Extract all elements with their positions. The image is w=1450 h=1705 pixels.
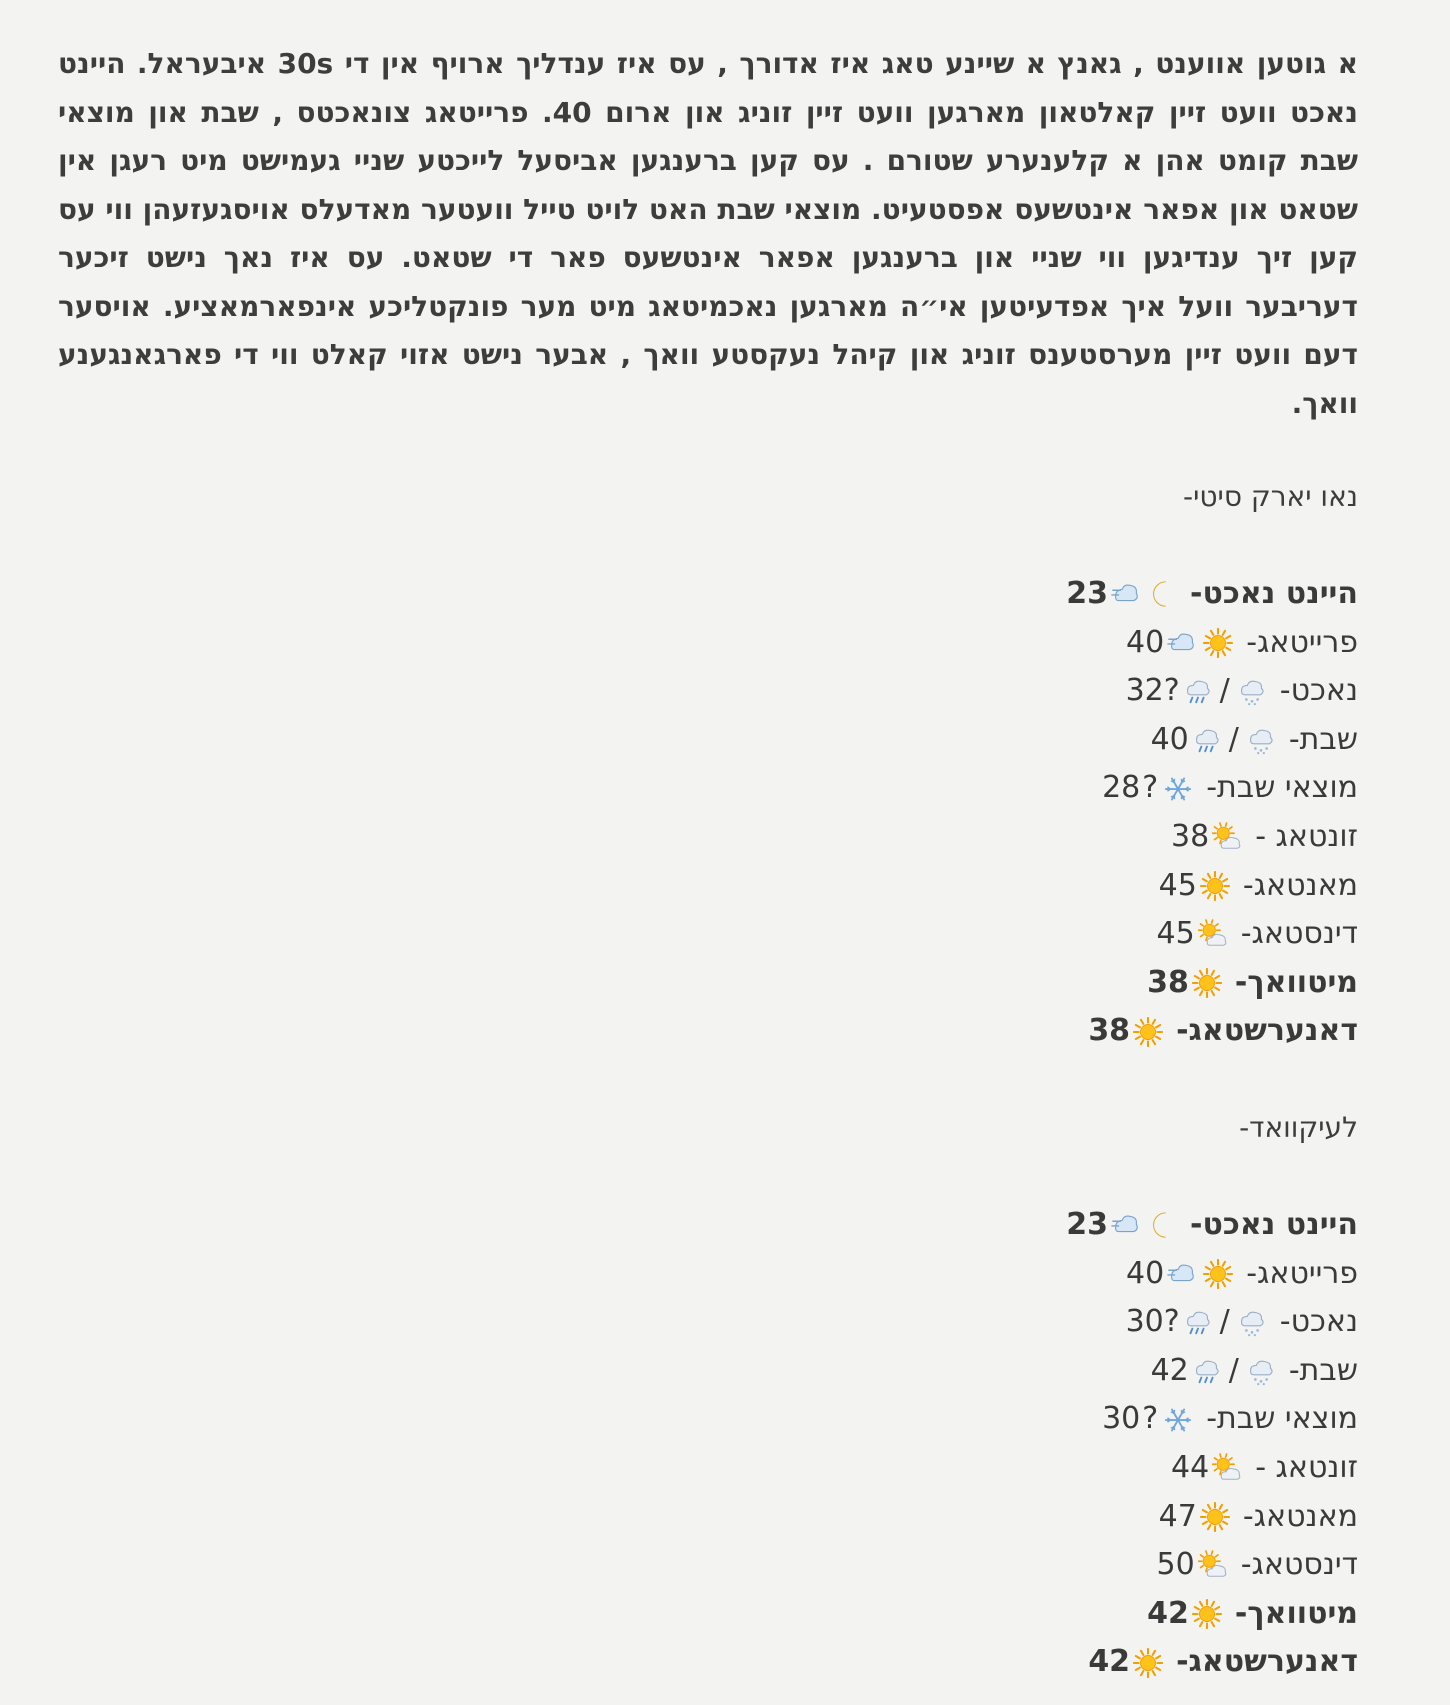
- temperature-value: 50: [1156, 1547, 1195, 1583]
- day-label: דאנערשטאג-: [1176, 1013, 1358, 1049]
- forecast-row: [1066, 716, 1358, 765]
- temperature-value: 32?: [1125, 673, 1180, 709]
- day-label: מיטוואך-: [1234, 964, 1358, 1000]
- temperature-value: 28: [1102, 770, 1141, 806]
- temperature-value: 38: [1088, 1013, 1131, 1049]
- wind-icon: [1167, 1259, 1197, 1289]
- temperature-value: 30: [1102, 1401, 1141, 1437]
- day-label: מוצאי שבת-: [1206, 1401, 1358, 1437]
- rain-cloud-icon: [1183, 676, 1213, 706]
- day-label: היינט נאכט-: [1190, 576, 1358, 611]
- sun-icon: [1203, 1259, 1233, 1289]
- temperature-value: 23: [1066, 1207, 1109, 1242]
- rain-cloud-icon: [1192, 725, 1222, 755]
- intro-paragraph: א גוטען אווענט , גאנץ א שיינע טאג איז אדורך , עס איז ענדליך ארויף אין די 30s איבעראל. היינט נאכט וועט זיין קאלטאון מארגען וועט זיין זוניג און ארום 40. פרייטאג צונאכטס , שבת און מוצאי שבת קומט אהן א קלענערע שטורם . עס קען ברענגען אביסעל לייכטע שניי געמישט מיט רעגן אין שטאט און אפאר אינטשעס אפסטעיט. מוצאי שבת האט לויט טייל וועטער מאדעלס אויסגעזעהן ווי עס קען זיך ענדיגען ווי שניי און ברענגען אפאר אינטשעס פאר די שטאט. עס איז נאך נישט זיכער דעריבער וועל איך אפדעיטען אי״ה מארגען נאכמיטאג מיט מער פונקטליכע אינפארמאציע. אויסער דעם וועט זיין מערסטענס זוניג און קיהל נעקסטע וואך , אבער נישט אזוי קאלט ווי די פארגאנגענע וואך.: [58, 47, 1358, 420]
- day-label: פרייטאג-: [1246, 624, 1358, 660]
- temperature-value: 44: [1171, 1449, 1210, 1485]
- sun-icon: [1192, 1599, 1222, 1629]
- section-title-lakewood: לעיקוואד-: [1239, 1111, 1358, 1144]
- day-label: מוצאי שבת-: [1206, 770, 1358, 806]
- snow-cloud-icon: [1237, 676, 1267, 706]
- uncertain-mark: ?: [1142, 1401, 1159, 1437]
- separator: /: [1228, 721, 1239, 757]
- sun-icon: [1203, 628, 1233, 658]
- forecast-row: [1066, 1347, 1358, 1396]
- day-label: דאנערשטאג-: [1176, 1644, 1358, 1680]
- temperature-value: 38: [1171, 818, 1210, 854]
- temperature-value: 42: [1088, 1644, 1131, 1680]
- temperature-value: 42: [1147, 1595, 1189, 1631]
- snowflake-icon: [1163, 774, 1193, 804]
- forecast-row: [1066, 959, 1358, 1008]
- forecast-row: [1066, 570, 1358, 619]
- sun-icon: [1200, 1502, 1230, 1532]
- sun-icon: [1192, 968, 1222, 998]
- separator: /: [1228, 1352, 1239, 1388]
- day-label: שבת-: [1288, 721, 1358, 757]
- snowflake-icon: [1163, 1405, 1193, 1435]
- snow-cloud-icon: [1237, 1307, 1267, 1337]
- forecast-row: [1066, 862, 1358, 911]
- sun-cloud-icon: [1198, 1550, 1228, 1580]
- day-label: היינט נאכט-: [1190, 1207, 1358, 1242]
- rain-cloud-icon: [1192, 1356, 1222, 1386]
- forecast-row: [1066, 1590, 1358, 1639]
- day-label: שבת-: [1288, 1352, 1358, 1388]
- sun-icon: [1133, 1017, 1163, 1047]
- sun-icon: [1200, 871, 1230, 901]
- day-label: זונטאג -: [1255, 1449, 1358, 1485]
- sun-cloud-icon: [1198, 919, 1228, 949]
- moon-icon: [1147, 1210, 1177, 1240]
- moon-icon: [1147, 579, 1177, 609]
- forecast-row: [1066, 1201, 1358, 1250]
- section-title-nyc: נאו יארק סיטי-: [1183, 480, 1358, 513]
- forecast-row: [1066, 1298, 1358, 1347]
- day-label: נאכט-: [1279, 1304, 1358, 1340]
- rain-cloud-icon: [1183, 1307, 1213, 1337]
- temperature-value: 47: [1158, 1498, 1197, 1534]
- temperature-value: 40: [1126, 1255, 1165, 1291]
- day-label: מיטוואך-: [1234, 1595, 1358, 1631]
- forecast-row: [1066, 1541, 1358, 1590]
- forecast-row: [1066, 1638, 1358, 1687]
- temperature-value: 42: [1150, 1352, 1189, 1388]
- forecast-row: [1066, 910, 1358, 959]
- day-label: מאנטאג-: [1242, 867, 1358, 903]
- day-label: דינסטאג-: [1240, 916, 1358, 952]
- day-label: פרייטאג-: [1246, 1255, 1358, 1291]
- temperature-value: 38: [1147, 964, 1189, 1000]
- forecast-row: [1066, 619, 1358, 668]
- temperature-value: 40: [1126, 624, 1165, 660]
- forecast-row: [1066, 1395, 1358, 1444]
- snow-cloud-icon: [1246, 1356, 1276, 1386]
- forecast-row: [1066, 1444, 1358, 1493]
- sun-cloud-icon: [1212, 822, 1242, 852]
- forecast-row: [1066, 1250, 1358, 1299]
- forecast-row: [1066, 1493, 1358, 1542]
- temperature-value: 23: [1066, 576, 1109, 611]
- sun-cloud-icon: [1212, 1453, 1242, 1483]
- wind-icon: [1111, 1210, 1141, 1240]
- temperature-value: 45: [1156, 916, 1195, 952]
- forecast-row: [1066, 1007, 1358, 1056]
- temperature-value: 45: [1158, 867, 1197, 903]
- forecast-list-nyc: [1066, 570, 1358, 1056]
- snow-cloud-icon: [1246, 725, 1276, 755]
- day-label: נאכט-: [1279, 673, 1358, 709]
- forecast-row: [1066, 813, 1358, 862]
- forecast-row: [1066, 764, 1358, 813]
- wind-icon: [1111, 579, 1141, 609]
- forecast-list-lakewood: [1066, 1201, 1358, 1687]
- separator: /: [1219, 1304, 1230, 1340]
- day-label: דינסטאג-: [1240, 1547, 1358, 1583]
- temperature-value: 40: [1150, 721, 1189, 757]
- sun-icon: [1133, 1648, 1163, 1678]
- uncertain-mark: ?: [1142, 770, 1159, 806]
- day-label: מאנטאג-: [1242, 1498, 1358, 1534]
- day-label: זונטאג -: [1255, 818, 1358, 854]
- separator: /: [1219, 673, 1230, 709]
- wind-icon: [1167, 628, 1197, 658]
- forecast-row: [1066, 667, 1358, 716]
- temperature-value: 30?: [1125, 1304, 1180, 1340]
